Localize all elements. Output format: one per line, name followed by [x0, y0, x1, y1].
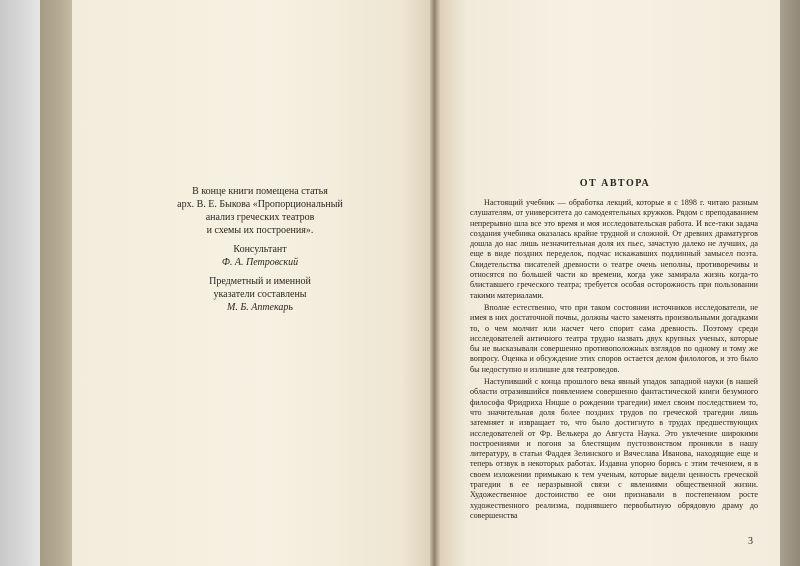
book-cover-edge-right: [780, 0, 800, 566]
scan-background: [0, 0, 40, 566]
book-cover-edge-left: [40, 0, 72, 566]
paragraph: Вполне естественно, что при таком состоянии источников исследователи, не имея в них достаточной почвы, должны часто заменять произвольными догадками то, о чем молчит или насчет чего спорит сама древность. Поэтому среди исследователей античного театра трудно назвать двух крупных ученых, которые бы не высказывали совершенно противоположных взглядов по одному и тому же вопросу. Оценка и обсуждение этих споров остается делом филологов, и это было бы недоступно и излишне для театроведов.: [470, 302, 758, 374]
index-credit-line: Предметный и именной: [209, 276, 311, 287]
index-author-name: М. Б. Аптекарь: [227, 302, 293, 313]
body-text: [470, 198, 758, 523]
paragraph: Настоящий учебник — обработка лекций, которые я с 1898 г. читаю разным слушателям, от университета до самодеятельных кружков. Рядом с преподаванием непрерывно шла все это время и моя исследовательская работа. И все-таки задача создания учебника оказалась крайне трудной и сложной. От древних драматургов дошла до нас лишь незначительная доля их пьес, зачастую далеко не лучших, да еще в виде поздних переделок, подчас искажавших подлинный замысел поэта. Свидетельства писателей древности о театре очень неполны, противоречивы и относятся по большей части ко времени, когда уже замирала жизнь когда-то блиставшего греческого театра; требуется особая осторожность при пользовании такими материалами.: [470, 198, 758, 300]
paragraph: Наступивший с конца прошлого века явный упадок западной науки (в нашей области отразившийся появлением совершенно фантастической книги безумного философа Фридриха Ницше о рождении трагедии) имел своим последствием то, что значительная доля более поздних трудов по греческой трагедии лишь затемняет и извращает то, что было достигнуто в трудах предшествующих исследователей от Фр. Велькера до Августа Наука. Это увлечение широкими построениями и погоня за блестящим пустозвонством проникли в нашу литературу, в статьи Фаддея Зелинского и Вячеслава Иванова, находящие еще и теперь отзвук в некоторых работах. Издавна упорно борясь с этим течением, я в своем изложении примыкаю к тем ученым, которые видели ценность греческой трагедии в ее неразрывной связи с явлениями общественной жизни. Художественное достоинство ее они признавали в постепенном росте художественного реализма, поднявшего первобытную обрядовую драму до совершенства: [470, 377, 758, 520]
imprint-block: [120, 185, 400, 314]
page-number: 3: [748, 536, 753, 547]
imprint-line: арх. В. Е. Быкова «Пропорциональный: [177, 199, 343, 210]
book-gutter: [430, 0, 440, 566]
imprint-line: анализ греческих театров: [205, 212, 315, 223]
index-credit-line: указатели составлены: [213, 289, 307, 300]
section-heading: ОТ АВТОРА: [579, 178, 651, 189]
imprint-line: и схемы их построения».: [206, 225, 314, 236]
imprint-line: В конце книги помещена статья: [192, 186, 328, 197]
consultant-label: Консультант: [233, 244, 287, 255]
consultant-name: Ф. А. Петровский: [221, 257, 299, 268]
